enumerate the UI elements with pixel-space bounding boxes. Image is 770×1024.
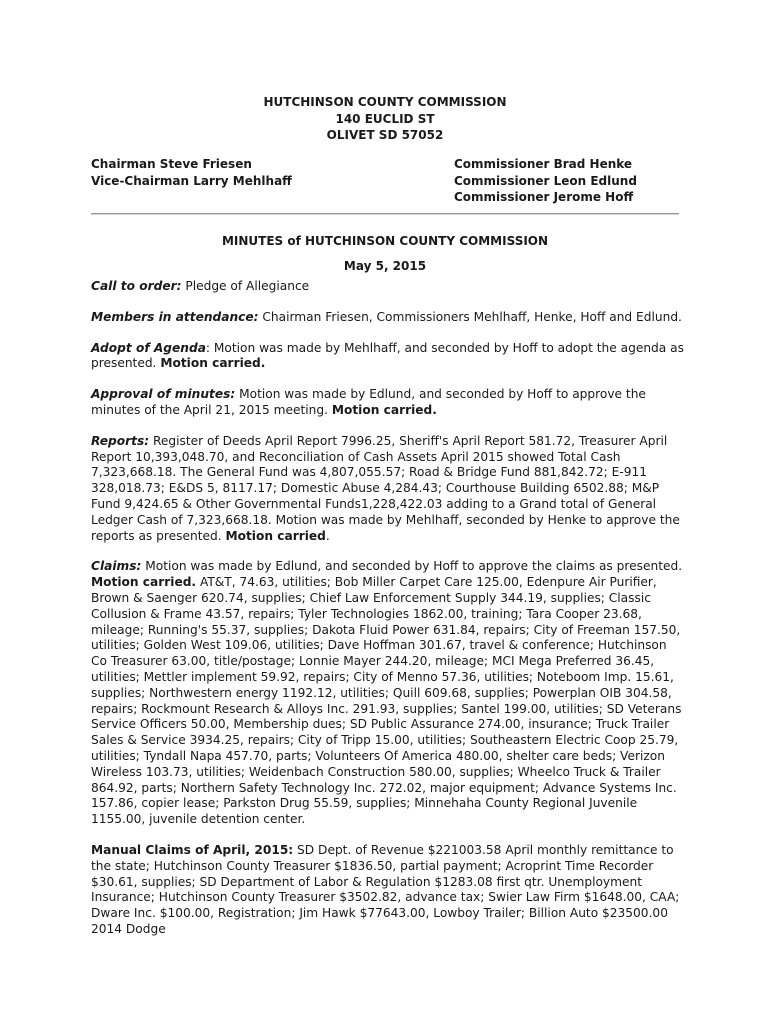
commissioner-edlund: Commissioner Leon Edlund bbox=[454, 173, 637, 188]
letterhead bbox=[0, 94, 770, 144]
claims-paragraph bbox=[91, 559, 685, 828]
officials-left-column bbox=[91, 156, 292, 189]
minutes-approval-paragraph bbox=[91, 387, 685, 419]
reports-tail: . bbox=[325, 528, 330, 543]
reports-motion-carried: Motion carried bbox=[225, 528, 326, 543]
commissioner-henke: Commissioner Brad Henke bbox=[454, 157, 633, 171]
members-paragraph bbox=[91, 310, 685, 326]
meeting-date: May 5, 2015 bbox=[343, 259, 427, 273]
minutes-title: MINUTES of HUTCHINSON COUNTY COMMISSION bbox=[221, 234, 549, 248]
call-to-order-text: Pledge of Allegiance bbox=[181, 279, 310, 293]
minutes-approval-label: Approval of minutes: bbox=[91, 387, 236, 402]
call-to-order-label: Call to order: bbox=[91, 279, 182, 293]
reports-text: Register of Deeds April Report 7996.25, Sheriff's April Report 581.72, Treasurer April Report 10,393,048.70, and Reconciliation of Cash Assets April 2015 showed Total Cash 7,323,668.18. The General Fund was 4,807,055.57; Road & Bridge Fund 881,842.72; E-911 328,018.73; E&DS 5, 8117.17; Domestic Abuse 4,284.43; Courthouse Building 6502.88; M&P Fund 9,424.65 & Other Governmental Funds1,228,422.03 adding to a Grand total of General Ledger Cash of 7,323,668.18. Motion was made by Mehlhaff, seconded by Henke to approve the reports as presented. bbox=[91, 433, 680, 543]
manual-claims-paragraph bbox=[91, 843, 685, 938]
members-label: Members in attendance: bbox=[91, 309, 259, 324]
agenda-text: : Motion was made by Mehlhaff, and seconded by Hoff to adopt the agenda as presented. bbox=[91, 340, 684, 371]
officials-right-column bbox=[454, 156, 637, 206]
reports-label: Reports: bbox=[91, 433, 150, 448]
claims-label: Claims: bbox=[91, 559, 142, 574]
manual-claims-text: SD Dept. of Revenue $221003.58 April monthly remittance to the state; Hutchinson County Treasurer $1836.50, partial payment; Acroprint Time Recorder $30.61, supplies; SD Department of Labor & Regulation $1283.08 first qtr. Unemployment Insurance; Hutchinson County Treasurer $3502.82, advance tax; Swier Law Firm $1648.00, CAA; Dware Inc. $100.00, Registration; Jim Hawk $77643.00, Lowboy Trailer; Billion Auto $23500.00 2014 Dodge bbox=[91, 842, 680, 936]
reports-paragraph bbox=[91, 434, 685, 545]
claims-list: AT&T, 74.63, utilities; Bob Miller Carpet Care 125.00, Edenpure Air Purifier, Brown & Saenger 620.74, supplies; Chief Law Enforcement Supply 344.19, supplies; Classic Collusion & Frame 43.57, repairs; Tyler Technologies 1862.00, training; Tara Cooper 23.68, mileage; Running's 55.37, supplies; Dakota Fluid Power 631.84, repairs; City of Freeman 157.50, utilities; Golden West 109.06, utilities; Dave Hoffman 301.67, travel & conference; Hutchinson Co Treasurer 63.00, title/postage; Lonnie Mayer 244.20, mileage; MCI Mega Preferred 36.45, utilities; Mettler implement 59.92, repairs; City of Menno 57.36, utilities; Noteboom Imp. 15.61, supplies; Northwestern energy 1192.12, utilities; Quill 609.68, supplies; Powerplan OIB 304.58, repairs; Rockmount Research & Alloys Inc. 291.93, supplies; Santel 199.00, utilities; SD Veterans Service Officers 50.00, Membership dues; SD Public Assurance 274.00, insurance; Truck Trailer Sales & Service 3934.25, repairs; City of Tripp 15.00, utilities; Southeastern Electric Coop 25.79, utilities; Tyndall Napa 457.70, parts; Volunteers Of America 480.00, shelter care beds; Verizon Wireless 103.73, utilities; Weidenbach Construction 580.00, supplies; Wheelco Truck & Trailer 864.92, parts; Northern Safety Technology Inc. 272.02, major equipment; Advance Systems Inc. 157.86, copier lease; Parkston Drug 55.59, supplies; Minnehaha County Regional Juvenile 1155.00, juvenile detention center. bbox=[91, 575, 682, 827]
commissioner-hoff: Commissioner Jerome Hoff bbox=[454, 190, 634, 204]
city-state-zip: OLIVET SD 57052 bbox=[326, 128, 444, 142]
chairman-name: Chairman Steve Friesen bbox=[91, 157, 252, 171]
commission-name: HUTCHINSON COUNTY COMMISSION bbox=[263, 95, 507, 109]
members-text: Chairman Friesen, Commissioners Mehlhaff, Henke, Hoff and Edlund. bbox=[258, 309, 682, 324]
call-to-order-paragraph bbox=[91, 279, 685, 295]
agenda-paragraph bbox=[91, 341, 685, 373]
agenda-label: Adopt of Agenda bbox=[91, 340, 206, 355]
claims-motion-carried: Motion carried. bbox=[91, 575, 197, 590]
minutes-approval-text: Motion was made by Edlund, and seconded by Hoff to approve the minutes of the April 21, 2015 meeting. bbox=[91, 387, 646, 417]
street-address: 140 EUCLID ST bbox=[335, 111, 435, 126]
manual-claims-label: Manual Claims of April, 2015: bbox=[91, 842, 294, 857]
agenda-motion-carried: Motion carried. bbox=[160, 356, 266, 371]
header-divider bbox=[91, 213, 679, 215]
claims-text: Motion was made by Edlund, and seconded by Hoff to approve the claims as presented. bbox=[141, 559, 683, 574]
minutes-motion-carried: Motion carried. bbox=[331, 402, 437, 417]
minutes-body bbox=[91, 279, 685, 953]
vice-chairman-name: Vice-Chairman Larry Mehlhaff bbox=[91, 173, 292, 188]
